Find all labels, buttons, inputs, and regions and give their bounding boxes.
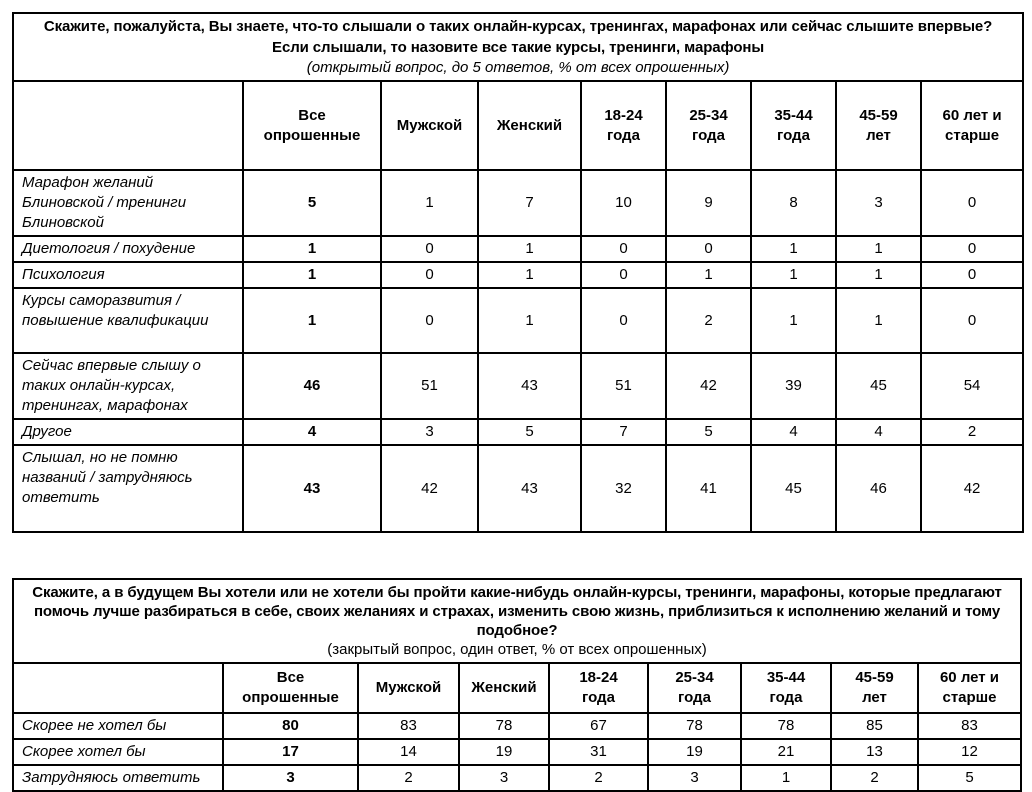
- value-cell: 19: [648, 739, 741, 765]
- value-cell: 46: [243, 353, 381, 419]
- awareness-survey-table: [12, 12, 1024, 533]
- value-cell: 43: [478, 353, 581, 419]
- value-cell: 85: [831, 713, 918, 739]
- value-cell: 67: [549, 713, 648, 739]
- col-header-age-45-59: 45-59 лет: [836, 81, 921, 170]
- value-cell: 43: [478, 445, 581, 532]
- value-cell: 19: [459, 739, 549, 765]
- value-cell: 5: [243, 170, 381, 236]
- value-cell: 1: [243, 262, 381, 288]
- value-cell: 2: [549, 765, 648, 791]
- value-cell: 80: [223, 713, 358, 739]
- table-row: [13, 170, 1023, 236]
- value-cell: 0: [666, 236, 751, 262]
- table2-subtitle: (закрытый вопрос, один ответ, % от всех опрошенных): [327, 640, 707, 658]
- value-cell: 5: [666, 419, 751, 445]
- value-cell: 3: [459, 765, 549, 791]
- table-row: [13, 765, 1021, 791]
- value-cell: 1: [751, 288, 836, 353]
- value-cell: 1: [478, 262, 581, 288]
- value-cell: 46: [836, 445, 921, 532]
- row-label: Марафон желаний Блиновской / тренинги Блиновской: [13, 170, 243, 236]
- row-label: Другое: [13, 419, 243, 445]
- table-row: [13, 739, 1021, 765]
- value-cell: 14: [358, 739, 459, 765]
- table1-title: Скажите, пожалуйста, Вы знаете, что-то слышали о таких онлайн-курсах, тренингах, марафонах или сейчас слышите впервые? Если слышали, то назовите все такие курсы, тренинги, марафоны: [43, 18, 993, 56]
- value-cell: 51: [581, 353, 666, 419]
- value-cell: 12: [918, 739, 1021, 765]
- value-cell: 83: [358, 713, 459, 739]
- value-cell: 45: [836, 353, 921, 419]
- value-cell: 17: [223, 739, 358, 765]
- row-label: Слышал, но не помню названий / затрудняюсь ответить: [13, 445, 243, 532]
- value-cell: 39: [751, 353, 836, 419]
- row-label: Диетология / похудение: [13, 236, 243, 262]
- value-cell: 1: [741, 765, 831, 791]
- value-cell: 4: [836, 419, 921, 445]
- col-header-all-respondents: Все опрошенные: [223, 663, 358, 713]
- row-label: Затрудняюсь ответить: [13, 765, 223, 791]
- value-cell: 3: [648, 765, 741, 791]
- value-cell: 9: [666, 170, 751, 236]
- value-cell: 7: [581, 419, 666, 445]
- col-header-age-60-plus: 60 лет и старше: [921, 81, 1023, 170]
- value-cell: 1: [836, 262, 921, 288]
- table-row: [13, 419, 1023, 445]
- table1-header-row: [13, 81, 1023, 170]
- value-cell: 0: [581, 262, 666, 288]
- table-row: [13, 353, 1023, 419]
- value-cell: 1: [243, 236, 381, 262]
- row-label: Психология: [13, 262, 243, 288]
- col-header-age-60-plus: 60 лет и старше: [918, 663, 1021, 713]
- value-cell: 1: [836, 288, 921, 353]
- table-row: [13, 262, 1023, 288]
- table1-title-row: [13, 13, 1023, 81]
- value-cell: 8: [751, 170, 836, 236]
- value-cell: 5: [918, 765, 1021, 791]
- value-cell: 10: [581, 170, 666, 236]
- value-cell: 0: [921, 170, 1023, 236]
- value-cell: 32: [581, 445, 666, 532]
- value-cell: 13: [831, 739, 918, 765]
- col-header-age-35-44: 35-44 года: [751, 81, 836, 170]
- value-cell: 2: [921, 419, 1023, 445]
- col-header-female: Женский: [459, 663, 549, 713]
- value-cell: 54: [921, 353, 1023, 419]
- value-cell: 0: [581, 288, 666, 353]
- value-cell: 2: [831, 765, 918, 791]
- table-row: [13, 288, 1023, 353]
- value-cell: 0: [381, 288, 478, 353]
- col-header-female: Женский: [478, 81, 581, 170]
- row-label: Сейчас впервые слышу о таких онлайн-курсах, тренингах, марафонах: [13, 353, 243, 419]
- value-cell: 2: [358, 765, 459, 791]
- value-cell: 4: [243, 419, 381, 445]
- value-cell: 3: [381, 419, 478, 445]
- col-header-age-18-24: 18-24 года: [549, 663, 648, 713]
- value-cell: 1: [666, 262, 751, 288]
- value-cell: 78: [648, 713, 741, 739]
- value-cell: 1: [243, 288, 381, 353]
- row-label: Скорее хотел бы: [13, 739, 223, 765]
- future-intent-survey-table: [12, 578, 1022, 792]
- value-cell: 45: [751, 445, 836, 532]
- col-header-age-18-24: 18-24 года: [581, 81, 666, 170]
- value-cell: 0: [581, 236, 666, 262]
- value-cell: 0: [921, 236, 1023, 262]
- value-cell: 3: [223, 765, 358, 791]
- table1-subtitle: (открытый вопрос, до 5 ответов, % от всех опрошенных): [306, 59, 730, 76]
- value-cell: 42: [666, 353, 751, 419]
- value-cell: 1: [751, 262, 836, 288]
- value-cell: 0: [381, 262, 478, 288]
- value-cell: 1: [381, 170, 478, 236]
- table2-title-cell: [13, 579, 1021, 663]
- value-cell: 51: [381, 353, 478, 419]
- value-cell: 0: [921, 288, 1023, 353]
- value-cell: 41: [666, 445, 751, 532]
- row-label: Скорее не хотел бы: [13, 713, 223, 739]
- value-cell: 42: [921, 445, 1023, 532]
- row-label: Курсы саморазвития / повышение квалификации: [13, 288, 243, 353]
- value-cell: 1: [478, 236, 581, 262]
- table2-title-row: [13, 579, 1021, 663]
- value-cell: 42: [381, 445, 478, 532]
- col-header-male: Мужской: [358, 663, 459, 713]
- value-cell: 1: [751, 236, 836, 262]
- col-header-age-45-59: 45-59 лет: [831, 663, 918, 713]
- value-cell: 7: [478, 170, 581, 236]
- value-cell: 21: [741, 739, 831, 765]
- table-row: [13, 236, 1023, 262]
- table-row: [13, 713, 1021, 739]
- corner-cell: [13, 81, 243, 170]
- col-header-age-25-34: 25-34 года: [666, 81, 751, 170]
- table-row: [13, 445, 1023, 532]
- value-cell: 78: [459, 713, 549, 739]
- table2-header-row: [13, 663, 1021, 713]
- table1-title-cell: [13, 13, 1023, 81]
- value-cell: 0: [381, 236, 478, 262]
- value-cell: 3: [836, 170, 921, 236]
- value-cell: 2: [666, 288, 751, 353]
- col-header-age-25-34: 25-34 года: [648, 663, 741, 713]
- corner-cell: [13, 663, 223, 713]
- value-cell: 1: [478, 288, 581, 353]
- value-cell: 1: [836, 236, 921, 262]
- col-header-male: Мужской: [381, 81, 478, 170]
- value-cell: 5: [478, 419, 581, 445]
- table2-title: Скажите, а в будущем Вы хотели или не хотели бы пройти какие-нибудь онлайн-курсы, тренинги, марафоны, которые предлагают помочь лучше разбираться в себе, своих желаниях и страхах, изменить свою жизнь, приблизиться к исполнению желаний и тому подобное?: [32, 583, 1002, 639]
- value-cell: 43: [243, 445, 381, 532]
- value-cell: 83: [918, 713, 1021, 739]
- value-cell: 31: [549, 739, 648, 765]
- col-header-age-35-44: 35-44 года: [741, 663, 831, 713]
- value-cell: 0: [921, 262, 1023, 288]
- value-cell: 4: [751, 419, 836, 445]
- value-cell: 78: [741, 713, 831, 739]
- col-header-all-respondents: Все опрошенные: [243, 81, 381, 170]
